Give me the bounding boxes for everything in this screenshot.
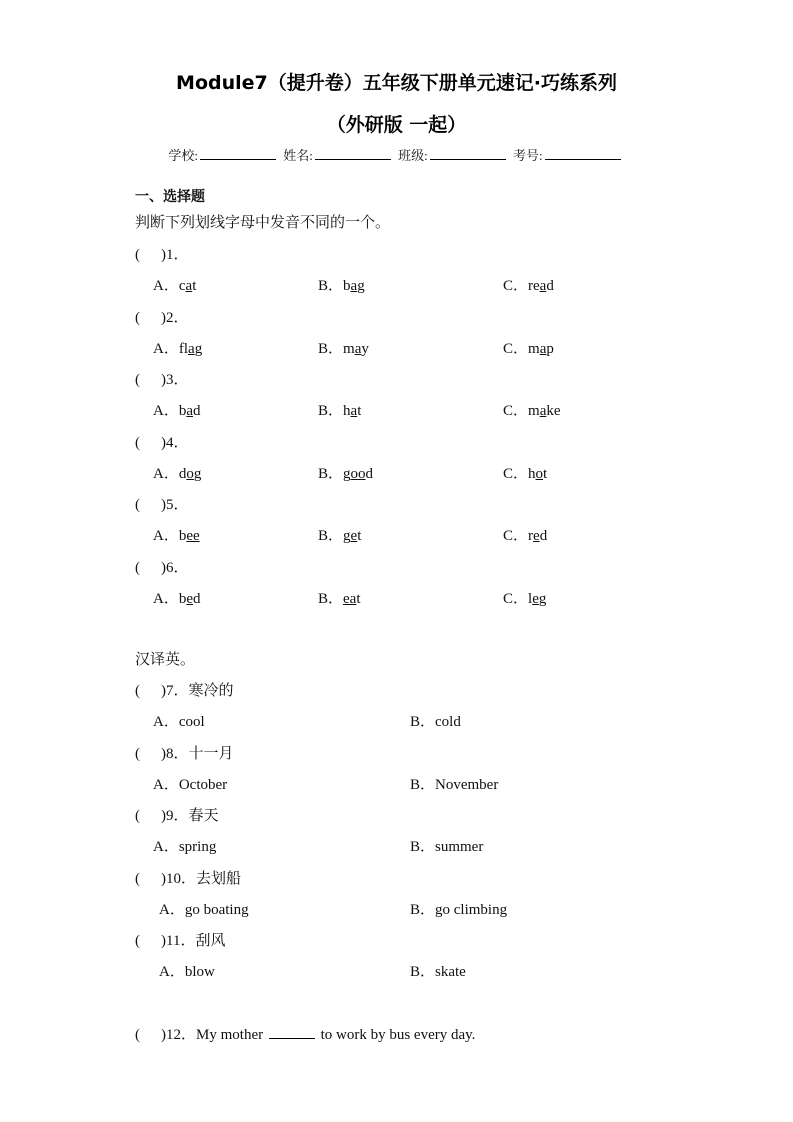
- question-11: ( )11．刮风: [135, 933, 226, 949]
- answer-bracket[interactable]: (: [135, 247, 140, 263]
- underlined-letters: ee: [186, 528, 200, 544]
- answer-bracket[interactable]: (: [135, 745, 140, 762]
- option-a[interactable]: A．bad: [153, 403, 201, 419]
- option-a[interactable]: A．October: [153, 776, 228, 793]
- option-b[interactable]: B．bag: [318, 278, 365, 294]
- option-a[interactable]: A．flag: [153, 340, 203, 357]
- underlined-letters: ea: [343, 590, 357, 607]
- question-12: ( )12．My mother to work by bus every day.: [135, 1027, 476, 1043]
- option-c[interactable]: C．make: [503, 403, 561, 419]
- underlined-letters: a: [539, 340, 547, 357]
- option-b[interactable]: B．may: [318, 340, 369, 357]
- option-b[interactable]: B．go climbing: [410, 901, 508, 918]
- option-b[interactable]: B．eat: [318, 590, 361, 607]
- underlined-letters: a: [354, 340, 362, 357]
- underlined-letters: e: [533, 528, 540, 544]
- answer-bracket[interactable]: (: [135, 870, 140, 887]
- underlined-letters: a: [539, 403, 547, 419]
- question-1: ( )1．: [135, 247, 189, 263]
- option-c[interactable]: C．read: [503, 278, 554, 294]
- section-heading: 一、选择题: [135, 189, 205, 205]
- option-a[interactable]: A．dog: [153, 465, 202, 482]
- option-a[interactable]: A．spring: [153, 839, 217, 855]
- answer-bracket[interactable]: (: [135, 1027, 140, 1043]
- underlined-letters: a: [186, 403, 194, 419]
- question-6: ( )6．: [135, 559, 189, 576]
- underlined-letters: e: [350, 528, 358, 544]
- student-info-line: [0, 145, 793, 164]
- option-a[interactable]: A．bed: [153, 590, 201, 607]
- option-b[interactable]: B．get: [318, 528, 362, 544]
- option-a[interactable]: A．cat: [153, 278, 197, 294]
- underlined-letters: o: [186, 465, 194, 482]
- option-b[interactable]: B．summer: [410, 839, 484, 855]
- option-a[interactable]: A．bee: [153, 528, 200, 544]
- option-c[interactable]: C．leg: [503, 590, 547, 607]
- question-2: ( )2．: [135, 309, 189, 326]
- question-8: ( )8．十一月: [135, 745, 234, 762]
- answer-bracket[interactable]: (: [135, 933, 140, 949]
- answer-bracket[interactable]: (: [135, 497, 140, 513]
- page-title: Module7（提升卷）五年级下册单元速记·巧练系列: [176, 72, 617, 94]
- question-5: ( )5．: [135, 497, 189, 513]
- option-b[interactable]: B．hat: [318, 403, 362, 419]
- option-a[interactable]: A．go boating: [159, 901, 249, 918]
- page-subtitle: （外研版 一起）: [326, 114, 467, 136]
- section2-instruction: 汉译英。: [135, 652, 196, 668]
- underlined-letters: a: [539, 278, 547, 294]
- question-7: ( )7．寒冷的: [135, 683, 234, 699]
- underlined-letters: o: [535, 465, 544, 482]
- question-9: ( )9．春天: [135, 808, 219, 824]
- underlined-letters: e: [186, 590, 194, 607]
- section1-instruction: 判断下列划线字母中发音不同的一个。: [135, 215, 391, 231]
- school-field[interactable]: [200, 147, 276, 160]
- option-b[interactable]: B．good: [318, 465, 374, 482]
- school-label: 学校:: [168, 148, 198, 163]
- option-c[interactable]: C．map: [503, 340, 554, 357]
- fill-blank[interactable]: [269, 1026, 315, 1039]
- option-b[interactable]: B．November: [410, 776, 499, 793]
- answer-bracket[interactable]: (: [135, 434, 140, 451]
- class-label: 班级:: [398, 148, 428, 163]
- underlined-letters: a: [350, 278, 358, 294]
- name-field[interactable]: [315, 147, 391, 160]
- exam-number-field[interactable]: [545, 147, 621, 160]
- name-label: 姓名:: [283, 148, 313, 163]
- answer-bracket[interactable]: (: [135, 808, 140, 824]
- underlined-letters: e: [532, 590, 539, 607]
- exam-number-label: 考号:: [513, 148, 543, 163]
- answer-bracket[interactable]: (: [135, 309, 140, 326]
- option-b[interactable]: B．skate: [410, 964, 466, 980]
- underlined-letters: a: [188, 340, 195, 357]
- option-b[interactable]: B．cold: [410, 714, 461, 730]
- underlined-letters: a: [185, 278, 193, 294]
- option-a[interactable]: A．blow: [159, 964, 215, 980]
- question-3: ( )3．: [135, 372, 189, 388]
- answer-bracket[interactable]: (: [135, 559, 140, 576]
- underlined-letters: oo: [350, 465, 366, 482]
- option-c[interactable]: C．hot: [503, 465, 548, 482]
- underlined-letters: a: [350, 403, 358, 419]
- answer-bracket[interactable]: (: [135, 372, 140, 388]
- class-field[interactable]: [430, 147, 506, 160]
- option-a[interactable]: A．cool: [153, 714, 205, 730]
- answer-bracket[interactable]: (: [135, 683, 140, 699]
- question-4: ( )4．: [135, 434, 189, 451]
- question-10: ( )10．去划船: [135, 870, 242, 887]
- option-c[interactable]: C．red: [503, 528, 548, 544]
